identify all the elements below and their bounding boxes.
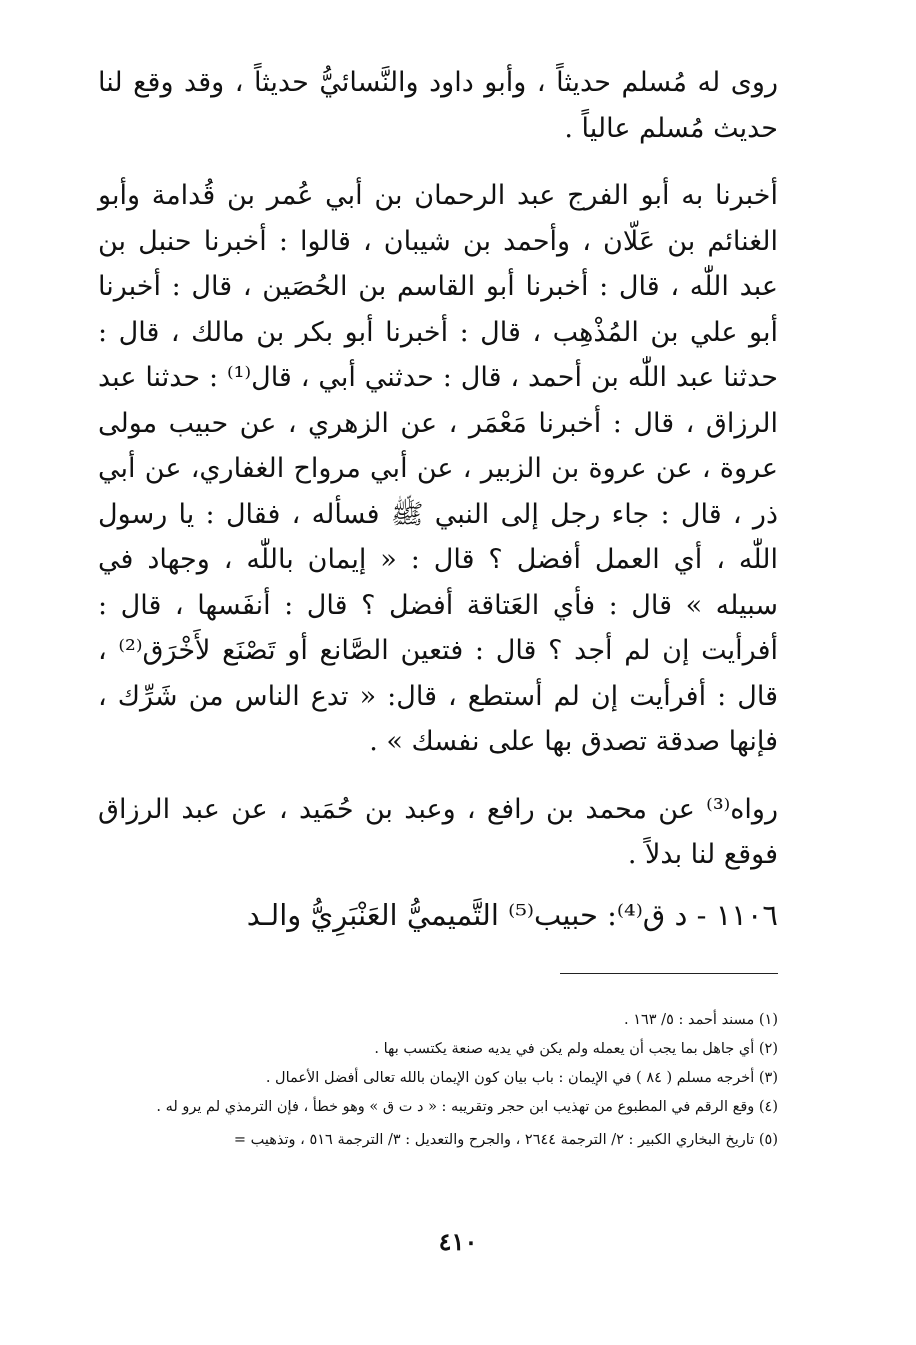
paragraph-riwaya: رواه⁽³⁾ عن محمد بن رافع ، وعبد بن حُمَيد ، عن عبد الرزاق فوقع لنا بدلاً . — [98, 793, 778, 870]
footnote-1: (١) مسند أحمد : ٥/ ١٦٣ . — [623, 1012, 778, 1028]
footnote-divider — [560, 973, 778, 974]
main-text — [98, 60, 778, 900]
entry-heading: ١١٠٦ - د ق⁽⁴⁾: حبيب⁽⁵⁾ التَّميميُّ العَنْبَرِيُّ والـد — [246, 898, 778, 932]
footnotes — [98, 1006, 778, 1155]
paragraph-hadith: أخبرنا به أبو الفرج عبد الرحمان بن أبي عُمر بن قُدامة وأبو الغنائم بن عَلّان ، وأحمد بن شيبان ، قالوا : أخبرنا حنبل بن عبد اللّٰه ، قال : أخبرنا أبو القاسم بن الحُصَين ، قال : أخبرنا أبو علي بن المُذْهِب ، قال : أخبرنا أبو بكر بن مالك ، قال : حدثنا عبد اللّٰه بن أحمد ، قال : حدثني أبي ، قال⁽¹⁾ : حدثنا عبد الرزاق ، قال : أخبرنا مَعْمَر ، عن الزهري ، عن حبيب مولى عروة ، عن عروة بن الزبير ، عن أبي مرواح الغفاري، عن أبي ذر ، قال : جاء رجل إلى النبي ﷺ فسأله ، فقال : يا رسول اللّٰه ، أي العمل أفضل ؟ قال : « إيمان باللّٰه ، وجهاد في سبيله » قال : فأي العَتاقة أفضل ؟ قال : أنفَسها ، قال : أفرأيت إن لم أجد ؟ قال : فتعين الصَّانع أو تَصْنَع لأَخْرَق⁽²⁾ ، قال : أفرأيت إن لم أستطع ، قال: « تدع الناس من شَرِّك ، فإنها صدقة تصدق بها على نفسك » . — [98, 180, 778, 757]
footnote-5: (٥) تاريخ البخاري الكبير : ٢/ الترجمة ٢٦٤٤ ، والجرح والتعديل : ٣/ الترجمة ٥١٦ ، وتذهيب = — [233, 1132, 778, 1148]
footnote-4: (٤) وقع الرقم في المطبوع من تهذيب ابن حجر وتقريبه : « د ت ق » وهو خطأ ، فإن الترمذي لم يرو له . — [156, 1099, 778, 1115]
footnote-2: (٢) أي جاهل بما يجب أن يعمله ولم يكن في يديه صنعة يكتسب بها . — [374, 1041, 778, 1057]
footnote-3: (٣) أخرجه مسلم ( ٨٤ ) في الإيمان : باب بيان كون الإيمان بالله تعالى أفضل الأعمال . — [265, 1070, 778, 1086]
paragraph-narrators-note: روى له مُسلم حديثاً ، وأبو داود والنَّسائيُّ حديثاً ، وقد وقع لنا حديث مُسلم عالياً . — [98, 67, 778, 144]
page-number: ٤١٠ — [438, 1227, 478, 1256]
